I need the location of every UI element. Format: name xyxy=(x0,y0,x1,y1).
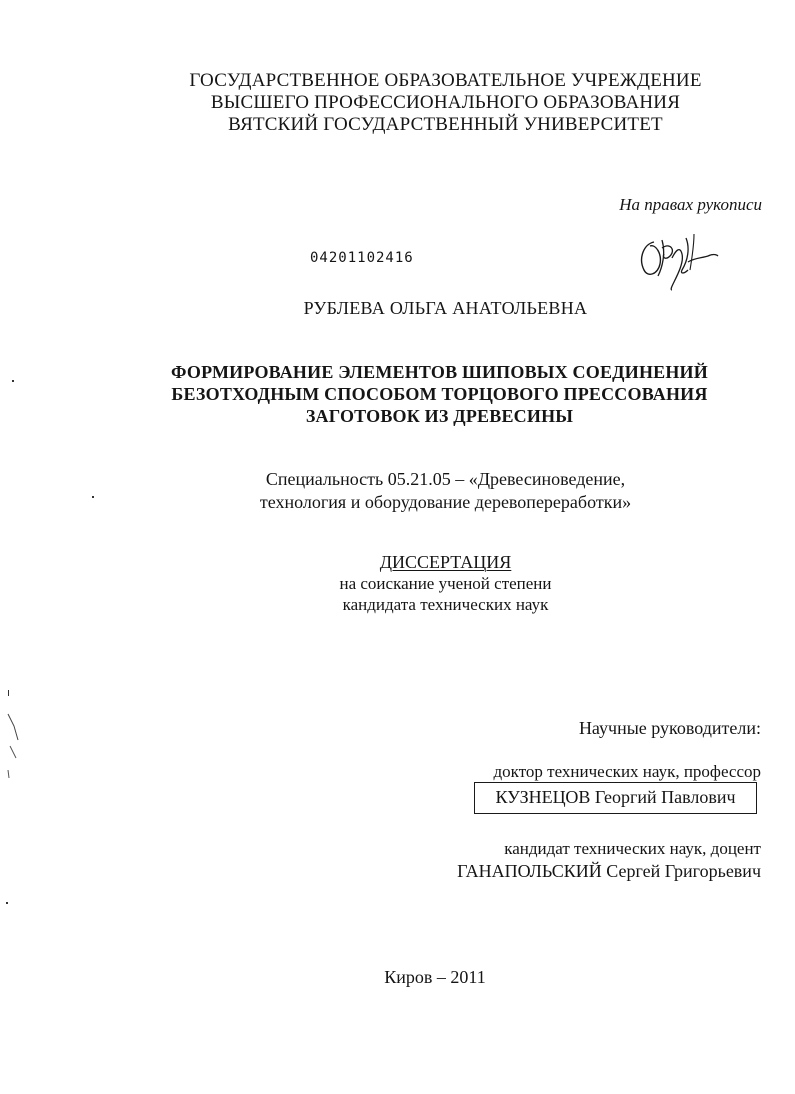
degree-line: на соискание ученой степени xyxy=(339,574,552,593)
scan-artifact xyxy=(12,380,14,382)
degree-heading: ДИССЕРТАЦИЯ xyxy=(379,552,512,572)
supervisor-credential: доктор технических наук, профессор xyxy=(493,762,761,781)
title-line: БЕЗОТХОДНЫМ СПОСОБОМ ТОРЦОВОГО ПРЕССОВАНИЯ xyxy=(171,384,708,404)
supervisor-credential: кандидат технических наук, доцент xyxy=(504,839,761,858)
degree-block xyxy=(48,551,795,615)
institution-line: ВЫСШЕГО ПРОФЕССИОНАЛЬНОГО ОБРАЗОВАНИЯ xyxy=(210,92,681,113)
city-year: Киров – 2011 xyxy=(384,967,486,987)
institution-line: ГОСУДАРСТВЕННОЕ ОБРАЗОВАТЕЛЬНОЕ УЧРЕЖДЕНИЕ xyxy=(189,70,702,91)
specialty-block xyxy=(48,468,795,514)
specialty-line: Специальность 05.21.05 – «Древесиноведение, xyxy=(265,469,626,489)
supervisors-label: Научные руководители: xyxy=(578,718,761,738)
institution-header xyxy=(48,70,795,136)
title-line: ЗАГОТОВОК ИЗ ДРЕВЕСИНЫ xyxy=(305,406,574,426)
scan-artifact xyxy=(8,690,9,696)
supervisor-name: КУЗНЕЦОВ Георгий Павлович xyxy=(495,787,736,807)
scan-artifact xyxy=(92,496,94,498)
supervisor-name: ГАНАПОЛЬСКИЙ Сергей Григорьевич xyxy=(457,861,761,881)
degree-line: кандидата технических наук xyxy=(342,595,549,614)
scan-artifact-icon xyxy=(4,712,28,792)
title-line: ФОРМИРОВАНИЕ ЭЛЕМЕНТОВ ШИПОВЫХ СОЕДИНЕНИЙ xyxy=(171,362,708,382)
institution-line: ВЯТСКИЙ ГОСУДАРСТВЕННЫЙ УНИВЕРСИТЕТ xyxy=(228,114,663,135)
manuscript-rights-note: На правах рукописи xyxy=(619,195,762,214)
thesis-title xyxy=(42,361,795,427)
scan-artifact xyxy=(6,902,8,904)
specialty-line: технология и оборудование деревопереработки» xyxy=(259,492,632,512)
author-name: РУБЛЕВА ОЛЬГА АНАТОЛЬЕВНА xyxy=(303,298,588,318)
registry-number: 04201102416 xyxy=(310,250,414,266)
handwritten-signature-icon xyxy=(632,224,722,294)
